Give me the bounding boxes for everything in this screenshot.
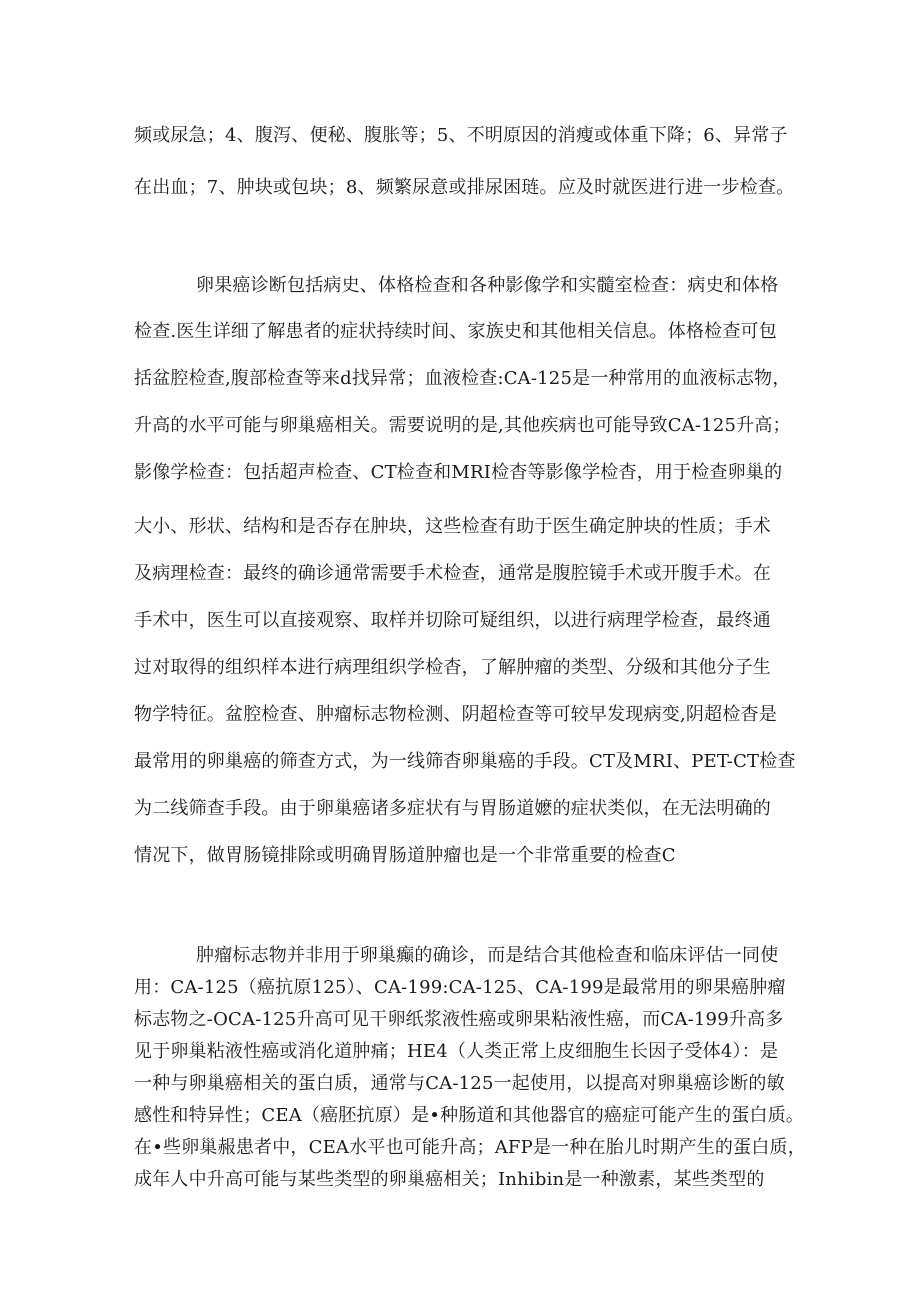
paragraph-1-line: 频或尿急；4、腹泻、便秘、腹胀等；5、不明原因的消瘦或体重下降；6、异常子 (134, 125, 788, 146)
paragraph-2-line: 为二线筛查手段。由于卵巢癌诸多症状有与胃肠道嬷的症状类似，在无法明确的 (134, 798, 771, 819)
paragraph-2-line: 及病理检查：最终的确诊通常需要手术检查，通常是腹腔镜手术或开腹手术。在 (134, 563, 771, 584)
paragraph-2-line: 物学特征。盆腔检查、肿瘤标志物检测、阴超检查等可较早发现病变,阴超检杳是 (134, 704, 777, 725)
paragraph-3-line: 成年人中升高可能与某些类型的卵巢癌相关；Inhibin是一种激素，某些类型的 (134, 1169, 765, 1190)
paragraph-3-line: 用：CA-125（癌抗原125）、CA-199:CA-125、CA-199是最常用的卵果癌肿瘤 (134, 977, 786, 998)
paragraph-2-line: 卵果癌诊断包括病史、体格检查和各种影像学和实髓室检查：病史和体格 (196, 275, 779, 296)
paragraph-2-line: 括盆腔检查,腹部检查等来d找异常；血液检查:CA-125是一种常用的血液标志物， (134, 368, 791, 389)
paragraph-2-line: 检查.医生详细了解患者的症状持续时间、家族史和其他相关信息。体格检查可包 (134, 321, 777, 342)
paragraph-3-line: 一种与卵巢癌相关的蛋白质，通常与CA-125一起使用，以提高对卵巢癌诊断的敏 (134, 1073, 785, 1094)
paragraph-2-line: 影像学检查：包括超声检查、CT检查和MRI检杳等影像学检杳，用于检查卵巢的 (134, 462, 783, 483)
paragraph-2-line: 手术中，医生可以直接观察、取样并切除可疑组织，以进行病理学检查，最终通 (134, 610, 771, 631)
paragraph-3-line: 感性和特异性；CEA（癌胚抗原）是•种肠道和其他器官的癌症可能产生的蛋白质。 (134, 1105, 805, 1126)
paragraph-2-line: 过对取得的组织样本进行病理组织学检杳，了解肿瘤的类型、分级和其他分子生 (134, 657, 771, 678)
paragraph-3-line: 在•些卵巢赧患者中，CEA水平也可能升高；AFP是一种在胎儿时期产生的蛋白质， (134, 1137, 806, 1158)
paragraph-2-line: 情况下，做胃肠镜排除或明确胃肠道肿瘤也是一个非常重要的检查C (134, 845, 676, 866)
paragraph-2-line: 大小、形状、结构和是否存在肿块，这些检查有助于医生确定肿块的性质；手术 (134, 516, 771, 537)
paragraph-3-line: 见于卵巢粘液性癌或消化道肿痛；HE4（人类正常上皮细胞生长因子受体4）：是 (134, 1041, 779, 1062)
paragraph-1-line: 在出血；7、肿块或包块；8、频繁尿意或排尿困琏。应及时就医进行进一步检查。 (134, 177, 795, 198)
paragraph-3-line: 标志物之-OCA-125升高可见干卵纸浆液性癌或卵果粘液性癌，而CA-199升高多 (134, 1009, 784, 1030)
paragraph-3-line: 肿瘤标志物并非用于卵巢癫的确诊，而是结合其他检查和临床评估一同使 (196, 945, 779, 966)
paragraph-2-line: 最常用的卵巢癌的筛查方式，为一线筛杳卵巢癌的手段。CT及MRI、PET-CT检查 (134, 751, 796, 772)
paragraph-2-line: 升高的水平可能与卵巢癌相关。需要说明的是,其他疾病也可能导致CA-125升高； (134, 415, 791, 436)
